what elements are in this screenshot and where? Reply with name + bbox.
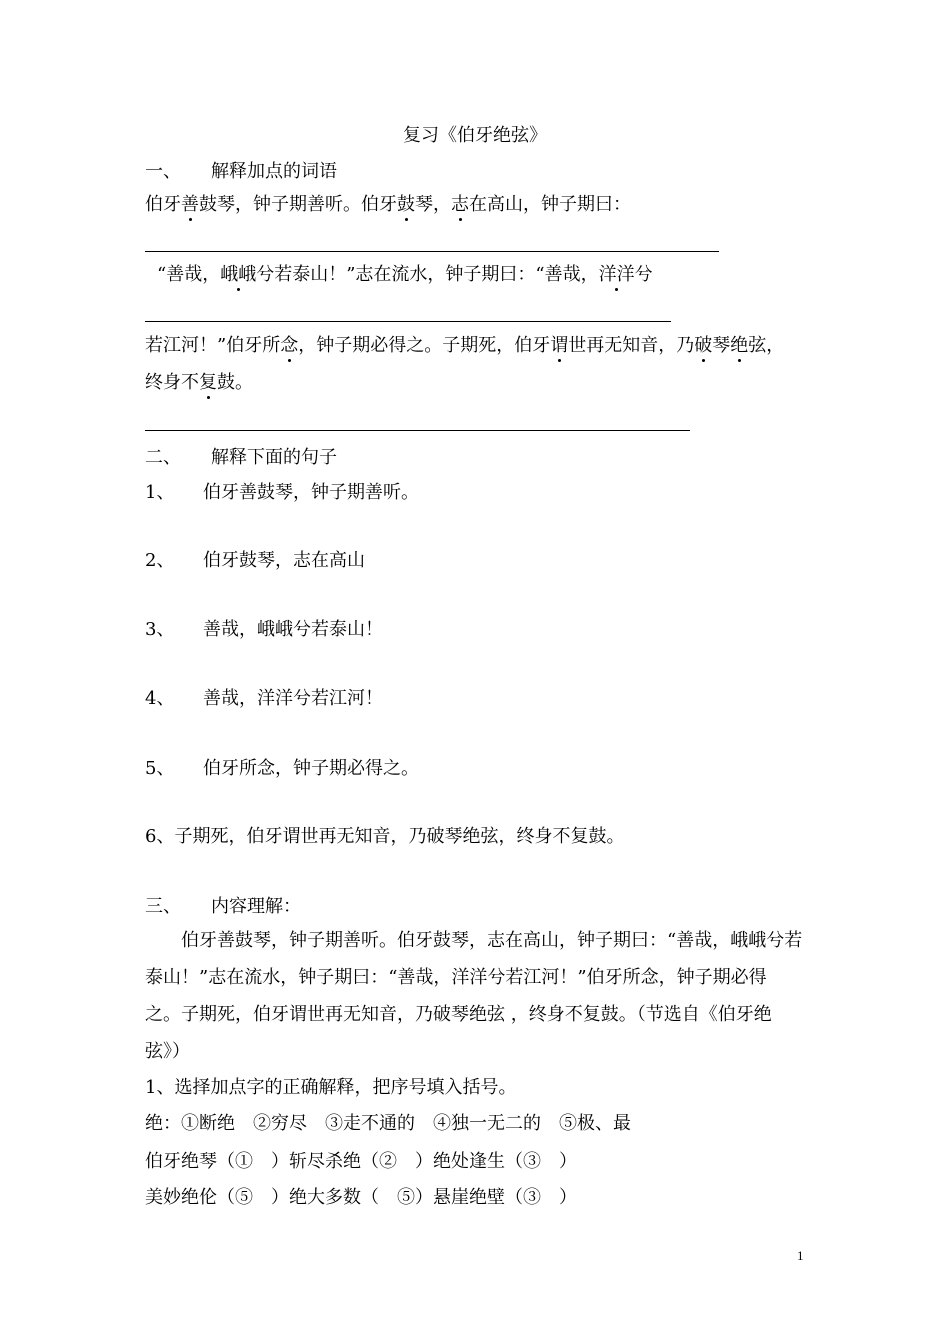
answer-line-1 xyxy=(145,251,719,252)
item-number: 1、 xyxy=(145,482,175,503)
text-run: 琴， xyxy=(415,194,451,215)
text-run: ，钟子期必得之。子期死，伯牙 xyxy=(298,335,551,356)
item-text: 伯牙善鼓琴，钟子期善听。 xyxy=(203,482,419,503)
text-run: 终身不 xyxy=(145,372,199,393)
text-run: 鼓。 xyxy=(217,372,253,393)
sentence-item xyxy=(145,757,419,781)
dotted-word: 谓 xyxy=(550,335,569,356)
sentence-item xyxy=(145,687,383,711)
item-number: 4、 xyxy=(145,688,175,709)
answer-row-1: 伯牙绝琴（① ）斩尽杀绝（② ）绝处逢生（③ ） xyxy=(145,1151,577,1172)
sentence-item xyxy=(145,618,383,642)
passage-line: 弦》） xyxy=(145,1041,190,1062)
question-1: 1、选择加点字的正确解释，把序号填入括号。 xyxy=(145,1077,517,1098)
dotted-word: 破 xyxy=(694,335,713,356)
dotted-word: 洋洋 xyxy=(598,264,635,285)
section2-heading-text: 解释下面的句子 xyxy=(211,447,337,468)
text-run: 兮若泰山！”志在流水，钟子期曰：“善哉， xyxy=(256,264,599,285)
dotted-word: 绝 xyxy=(730,335,749,356)
sentence-item-6: 6、子期死，伯牙谓世再无知音，乃破琴绝弦，终身不复鼓。 xyxy=(145,826,625,847)
item-number: 5、 xyxy=(145,758,175,779)
item-text: 伯牙所念，钟子期必得之。 xyxy=(203,758,419,779)
text-run: 在高山，钟子期曰： xyxy=(469,194,631,215)
sentence-item xyxy=(145,549,365,573)
answer-options: 绝：①断绝 ②穷尽 ③走不通的 ④独一无二的 ⑤极、最 xyxy=(145,1113,631,1134)
text-run: 伯牙 xyxy=(145,194,181,215)
page-title: 复习《伯牙绝弦》 xyxy=(403,125,547,146)
text-run: 弦， xyxy=(748,335,785,356)
section3-heading xyxy=(145,895,301,919)
section2-number: 二、 xyxy=(145,447,181,468)
section1-heading xyxy=(145,160,337,184)
passage-line: 泰山！”志在流水，钟子期曰：“善哉，洋洋兮若江河！”伯牙所念，钟子期必得 xyxy=(145,967,767,988)
item-number: 3、 xyxy=(145,619,175,640)
text-run: 琴 xyxy=(712,335,731,356)
dotted-word: 志 xyxy=(451,194,469,215)
passage-line: 之。子期死，伯牙谓世再无知音，乃破琴绝弦 ，终身不复鼓。（节选自《伯牙绝 xyxy=(145,1004,772,1025)
answer-line-3 xyxy=(145,430,690,431)
section1-paragraph-2 xyxy=(157,263,653,287)
page-number: 1 xyxy=(797,1248,804,1263)
text-run: 兮 xyxy=(634,264,653,285)
item-text: 伯牙鼓琴，志在高山 xyxy=(203,550,365,571)
text-run: 鼓琴，钟子期善听。伯牙 xyxy=(199,194,397,215)
text-run: “善哉， xyxy=(157,264,221,285)
section1-number: 一、 xyxy=(145,161,181,182)
section1-paragraph-4 xyxy=(145,371,253,395)
section1-paragraph-3 xyxy=(145,334,784,358)
section3-heading-text: 内容理解： xyxy=(211,896,301,917)
dotted-word: 善 xyxy=(181,194,199,215)
section3-number: 三、 xyxy=(145,896,181,917)
section2-heading xyxy=(145,446,337,470)
dotted-word: 复 xyxy=(199,372,217,393)
section1-heading-text: 解释加点的词语 xyxy=(211,161,337,182)
item-text: 善哉，峨峨兮若泰山！ xyxy=(203,619,383,640)
passage-line: 伯牙善鼓琴，钟子期善听。伯牙鼓琴，志在高山，钟子期曰：“善哉，峨峨兮若 xyxy=(181,930,803,951)
answer-line-2 xyxy=(145,321,671,322)
text-run: 世再无知音，乃 xyxy=(568,335,695,356)
item-number: 2、 xyxy=(145,550,175,571)
sentence-item xyxy=(145,481,419,505)
text-run: 若江河！”伯牙所 xyxy=(145,335,281,356)
item-text: 善哉，洋洋兮若江河！ xyxy=(203,688,383,709)
section1-paragraph-1 xyxy=(145,193,631,217)
dotted-word: 鼓 xyxy=(397,194,415,215)
dotted-word: 念 xyxy=(280,335,299,356)
answer-row-2: 美妙绝伦（⑤ ）绝大多数（ ⑤）悬崖绝壁（③ ） xyxy=(145,1187,577,1208)
dotted-word: 峨峨 xyxy=(220,264,257,285)
